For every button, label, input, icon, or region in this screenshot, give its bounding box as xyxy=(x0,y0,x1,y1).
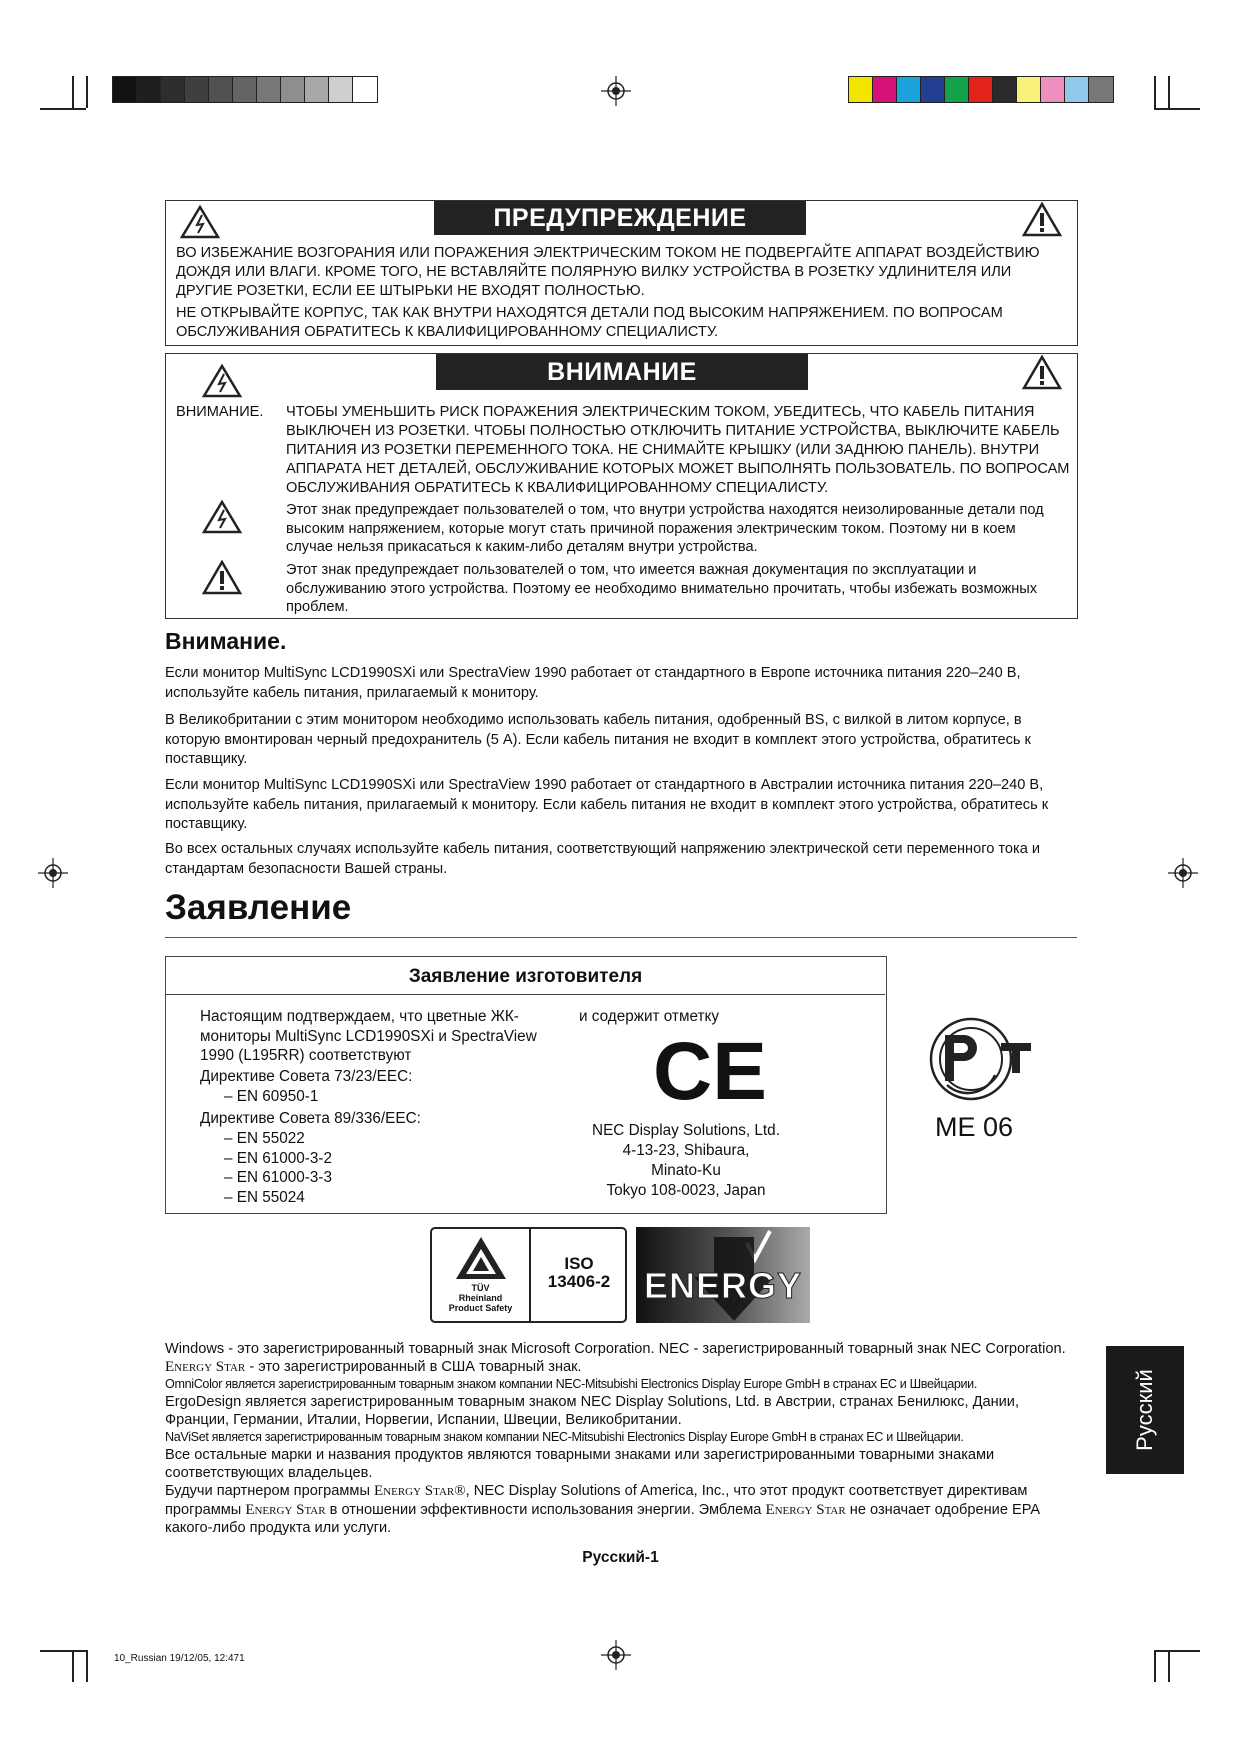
attention-heading: Внимание. xyxy=(165,628,287,654)
trademark-text-3: ErgoDesign является зарегистрированным товарным знаком NEC Display Solutions, Ltd. в Австрии, странах Бенилюкс, Дании, Франции, Германии, Италии, Норвегии, Испании, Швеции, Великобритании. xyxy=(165,1394,1019,1428)
ce-mark-text: CE xyxy=(653,1026,767,1117)
iso-label xyxy=(531,1255,627,1291)
pct-certification-icon xyxy=(925,1015,1043,1108)
print-slug: 10_Russian 19/12/05, 12:471 xyxy=(114,1653,245,1664)
caution-title: ВНИМАНИЕ xyxy=(436,354,808,390)
ce-intro: и содержит отметку xyxy=(579,1008,719,1025)
tuv-triangle-icon xyxy=(454,1235,508,1286)
directive-2: Директиве Совета 89/336/EEC: xyxy=(200,1110,421,1127)
energy-star-logo xyxy=(636,1227,810,1323)
crop-mark xyxy=(40,108,86,110)
crop-mark xyxy=(72,76,74,108)
company-address-2: Minato-Ku xyxy=(651,1162,721,1179)
company-address-3: Tokyo 108-0023, Japan xyxy=(606,1182,766,1199)
attention-text-3: Если монитор MultiSync LCD1990SXi или SpectraView 1990 работает от стандартного в Австралии источника питания 220–240 В, используйте кабель питания, прилагаемый к монитору. Если кабель питания не входит в комплект этого устройства, обратитесь к поставщику. xyxy=(165,777,1049,832)
attention-text-4: Во всех остальных случаях используйте кабель питания, соответствующий напряжению электрической сети переменного тока и стандартам безопасности Вашей страны. xyxy=(165,841,1041,877)
crop-mark xyxy=(86,76,88,108)
exclamation-warning-icon xyxy=(1022,202,1062,243)
tuv-label-line3: Product Safety xyxy=(448,1303,513,1313)
warning-text-1: ВО ИЗБЕЖАНИЕ ВОЗГОРАНИЯ ИЛИ ПОРАЖЕНИЯ ЭЛЕКТРИЧЕСКИМ ТОКОМ НЕ ПОДВЕРГАЙТЕ АППАРАТ ВОЗДЕЙСТВИЮ ДОЖДЯ ИЛИ ВЛАГИ. КРОМЕ ТОГО, НЕ ВСТАВЛЯЙТЕ ПОЛЯРНУЮ ВИЛКУ УСТРОЙСТВА В РОЗЕТКУ УДЛИНИТЕЛЯ ИЛИ ДРУГИЕ РОЗЕТКИ, ЕСЛИ ЕЕ ШТЫРЬКИ НЕ ВХОДЯТ ПОЛНОСТЬЮ. xyxy=(176,245,1040,299)
energy-partner-text: не означает одобрение EPA какого-либо продукта или услуги. xyxy=(165,1501,1040,1536)
directive-1: Директиве Совета 73/23/EEC: xyxy=(200,1068,413,1085)
lightning-warning-icon xyxy=(180,205,220,244)
page-number: Русский-1 xyxy=(582,1549,659,1566)
energy-partner-text: Будучи партнером программы xyxy=(165,1483,370,1499)
energy-star-mark: Energy Star® xyxy=(374,1483,466,1499)
exclamation-warning-icon xyxy=(202,560,242,601)
directive-2-item: – EN 55024 xyxy=(224,1189,305,1206)
trademark-text-4: NaViSet является зарегистрированным товарным знаком компании NEC-Mitsubishi Electronics Display Europe GmbH в странах ЕС и Швейцарии. xyxy=(165,1430,964,1444)
crop-mark xyxy=(1154,76,1156,108)
caution-text-1: ЧТОБЫ УМЕНЬШИТЬ РИСК ПОРАЖЕНИЯ ЭЛЕКТРИЧЕСКИМ ТОКОМ, УБЕДИТЕСЬ, ЧТО КАБЕЛЬ ПИТАНИЯ ВЫКЛЮЧЕН ИЗ РОЗЕТКИ. ЧТОБЫ ПОЛНОСТЬЮ ОТКЛЮЧИТЬ ПИТАНИЕ УСТРОЙСТВА, ВЫКЛЮЧИТЕ КАБЕЛЬ ПИТАНИЯ ИЗ РОЗЕТКИ ПЕРЕМЕННОГО ТОКА. НЕ СНИМАЙТЕ КРЫШКУ (ИЛИ ЗАДНЮЮ ПАНЕЛЬ). ВНУТРИ АППАРАТА НЕТ ДЕТАЛЕЙ, ОБСЛУЖИВАНИЕ КОТОРЫХ МОЖЕТ ВЫПОЛНЯТЬ ПОЛЬЗОВАТЕЛЬ. ПО ВОПРОСАМ ОБСЛУЖИВАНИЯ ОБРАТИТЕСЬ К КВАЛИФИЦИРОВАННОМУ СПЕЦИАЛИСТУ. xyxy=(286,404,1070,496)
iso-label-line1: ISO xyxy=(564,1254,594,1273)
crop-mark xyxy=(72,1650,74,1682)
color-bar xyxy=(848,76,1114,103)
divider xyxy=(165,937,1077,938)
crop-mark xyxy=(1154,1650,1200,1652)
lightning-warning-icon xyxy=(202,500,242,539)
language-tab-label: Русский xyxy=(1132,1369,1157,1451)
attention-text-1: Если монитор MultiSync LCD1990SXi или SpectraView 1990 работает от стандартного в Европе источника питания 220–240 В, используйте кабель питания, прилагаемый к монитору. xyxy=(165,665,1021,701)
caution-text-2: Этот знак предупреждает пользователей о том, что внутри устройства находятся неизолированные детали под высоким напряжением, которые могут стать причиной поражения электрическим током. Поэтому ни в коем случае нельзя прикасаться к каким-либо деталям внутри устройства. xyxy=(286,502,1044,555)
directive-2-item: – EN 55022 xyxy=(224,1130,305,1147)
trademark-windows: Windows - это зарегистрированный товарный знак Microsoft Corporation. NEC - зарегистрированный товарный знак NEC Corporation. xyxy=(165,1341,1066,1357)
energy-partner-text: в отношении эффективности использования энергии. Эмблема xyxy=(329,1501,762,1518)
registration-mark-icon xyxy=(601,76,631,106)
energy-text: ENERGY xyxy=(643,1265,803,1306)
tuv-label-line1: TÜV xyxy=(471,1283,490,1293)
tuv-iso-logo xyxy=(430,1227,627,1323)
crop-mark xyxy=(1154,1650,1156,1682)
warning-box xyxy=(165,200,1078,346)
crop-mark xyxy=(1168,1650,1170,1682)
registration-mark-icon xyxy=(1168,858,1198,888)
declaration-box-title: Заявление изготовителя xyxy=(166,957,885,995)
energy-star-mark: Energy Star xyxy=(165,1359,246,1375)
trademark-text-6 xyxy=(165,1482,1080,1538)
caution-label: ВНИМАНИЕ. xyxy=(176,404,264,420)
energy-partner-text: , NEC Display Solutions of America, Inc., что этот продукт соответствует директивам программы xyxy=(165,1483,1028,1518)
crop-mark xyxy=(1154,108,1200,110)
trademark-text-1 xyxy=(165,1340,1080,1376)
iso-label-line2: 13406-2 xyxy=(547,1272,611,1291)
company-address-1: 4-13-23, Shibaura, xyxy=(622,1142,750,1159)
crop-mark xyxy=(86,1650,88,1682)
trademark-text-5: Все остальные марки и названия продуктов являются товарными знаками или зарегистрированными товарными знаками соответствующих владельцев. xyxy=(165,1447,995,1481)
directive-2-item: – EN 61000-3-3 xyxy=(224,1169,332,1186)
company-name: NEC Display Solutions, Ltd. xyxy=(592,1122,780,1139)
directive-1-item: – EN 60950-1 xyxy=(224,1088,319,1105)
ce-mark-icon xyxy=(653,1026,767,1117)
energy-star-mark: Energy Star xyxy=(765,1501,846,1518)
registration-mark-icon xyxy=(38,858,68,888)
energy-star-mark: Energy Star xyxy=(245,1501,326,1518)
directive-2-item: – EN 61000-3-2 xyxy=(224,1150,332,1167)
pct-label: ME 06 xyxy=(935,1112,1014,1142)
declaration-intro: Настоящим подтверждаем, что цветные ЖК-мониторы MultiSync LCD1990SXi и SpectraView 1990 (L195RR) соответствуют xyxy=(200,1008,537,1064)
tuv-label-line2: Rheinland xyxy=(458,1293,503,1303)
caution-box xyxy=(165,353,1078,619)
registration-mark-icon xyxy=(601,1640,631,1670)
crop-mark xyxy=(40,1650,86,1652)
trademarks xyxy=(165,1340,1080,1538)
caution-text-3: Этот знак предупреждает пользователей о том, что имеется важная документация по эксплуатации и обслуживанию этого устройства. Поэтому ее необходимо внимательно прочитать, чтобы избежать возможных проблем. xyxy=(286,562,1038,615)
tuv-label xyxy=(432,1283,529,1313)
lightning-warning-icon xyxy=(202,364,242,403)
trademark-energy: - это зарегистрированный в США товарный знак. xyxy=(249,1359,582,1375)
warning-title: ПРЕДУПРЕЖДЕНИЕ xyxy=(434,201,806,235)
declaration-box xyxy=(165,956,887,1214)
grayscale-bar xyxy=(112,76,378,103)
exclamation-warning-icon xyxy=(1022,355,1062,396)
trademark-text-2: OmniColor является зарегистрированным товарным знаком компании NEC-Mitsubishi Electronics Display Europe GmbH в странах ЕС и Швейцарии. xyxy=(165,1377,978,1391)
language-tab xyxy=(1106,1346,1184,1474)
crop-mark xyxy=(1168,76,1170,108)
warning-text-2: НЕ ОТКРЫВАЙТЕ КОРПУС, ТАК КАК ВНУТРИ НАХОДЯТСЯ ДЕТАЛИ ПОД ВЫСОКИМ НАПРЯЖЕНИЕМ. ПО ВОПРОСАМ ОБСЛУЖИВАНИЯ ОБРАТИТЕСЬ К КВАЛИФИЦИРОВАННОМУ СПЕЦИАЛИСТУ. xyxy=(176,305,1003,340)
attention-text-2: В Великобритании с этим монитором необходимо использовать кабель питания, одобренный BS, с вилкой в литом корпусе, в которую вмонтирован черный предохранитель (5 А). Если кабель питания не входит в комплект этого устройства, обратитесь к поставщику. xyxy=(165,712,1031,767)
declaration-heading: Заявление xyxy=(165,888,352,927)
